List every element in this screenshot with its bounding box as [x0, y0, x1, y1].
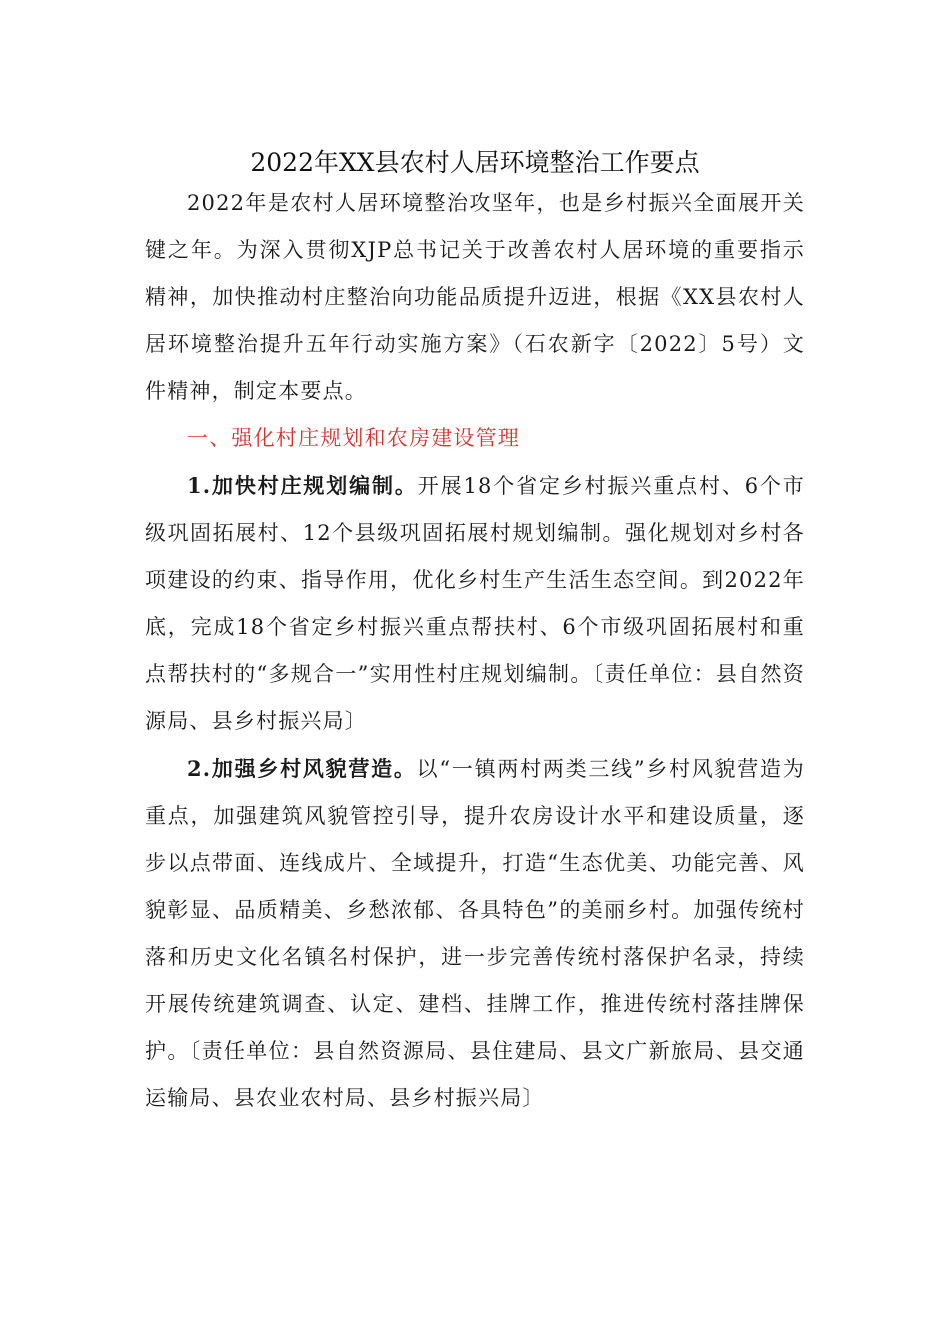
intro-paragraph: 2022年是农村人居环境整治攻坚年，也是乡村振兴全面展开关键之年。为深入贯彻XJP总书记关于改善农村人居环境的重要指示精神，加快推动村庄整治向功能品质提升迈进，根据《XX县农村人居环境整治提升五年行动实施方案》（石农新字〔2022〕5号）文件精神，制定本要点。: [145, 191, 805, 403]
item-lead-2: 2.加强乡村风貌营造。: [187, 756, 417, 781]
item-text-2: 以“一镇两村两类三线”乡村风貌营造为重点，加强建筑风貌管控引导，提升农房设计水平和建设质量，逐步以点带面、连线成片、全域提升，打造“生态优美、功能完善、风貌彰显、品质精美、乡愁浓郁、各具特色”的美丽乡村。加强传统村落和历史文化名镇名村保护，进一步完善传统村落保护名录，持续开展传统建筑调查、认定、建档、挂牌工作，推进传统村落挂牌保护。〔责任单位：县自然资源局、县住建局、县文广新旅局、县交通运输局、县农业农村局、县乡村振兴局〕: [145, 757, 805, 1110]
item-lead-1: 1.加快村庄规划编制。: [187, 473, 418, 498]
item-paragraph-2: [145, 745, 805, 1122]
document-body: [145, 180, 805, 1122]
item-text-1: 开展18个省定乡村振兴重点村、6个市级巩固拓展村、12个县级巩固拓展村规划编制。强化规划对乡村各项建设的约束、指导作用，优化乡村生产生活生态空间。到2022年底，完成18个省定乡村振兴重点帮扶村、6个市级巩固拓展村和重点帮扶村的“多规合一”实用性村庄规划编制。〔责任单位：县自然资源局、县乡村振兴局〕: [145, 474, 805, 733]
section-heading: 一、强化村庄规划和农房建设管理: [187, 426, 520, 450]
document-title: 2022年XX县农村人居环境整治工作要点: [250, 148, 700, 177]
item-paragraph-1: [145, 462, 805, 745]
